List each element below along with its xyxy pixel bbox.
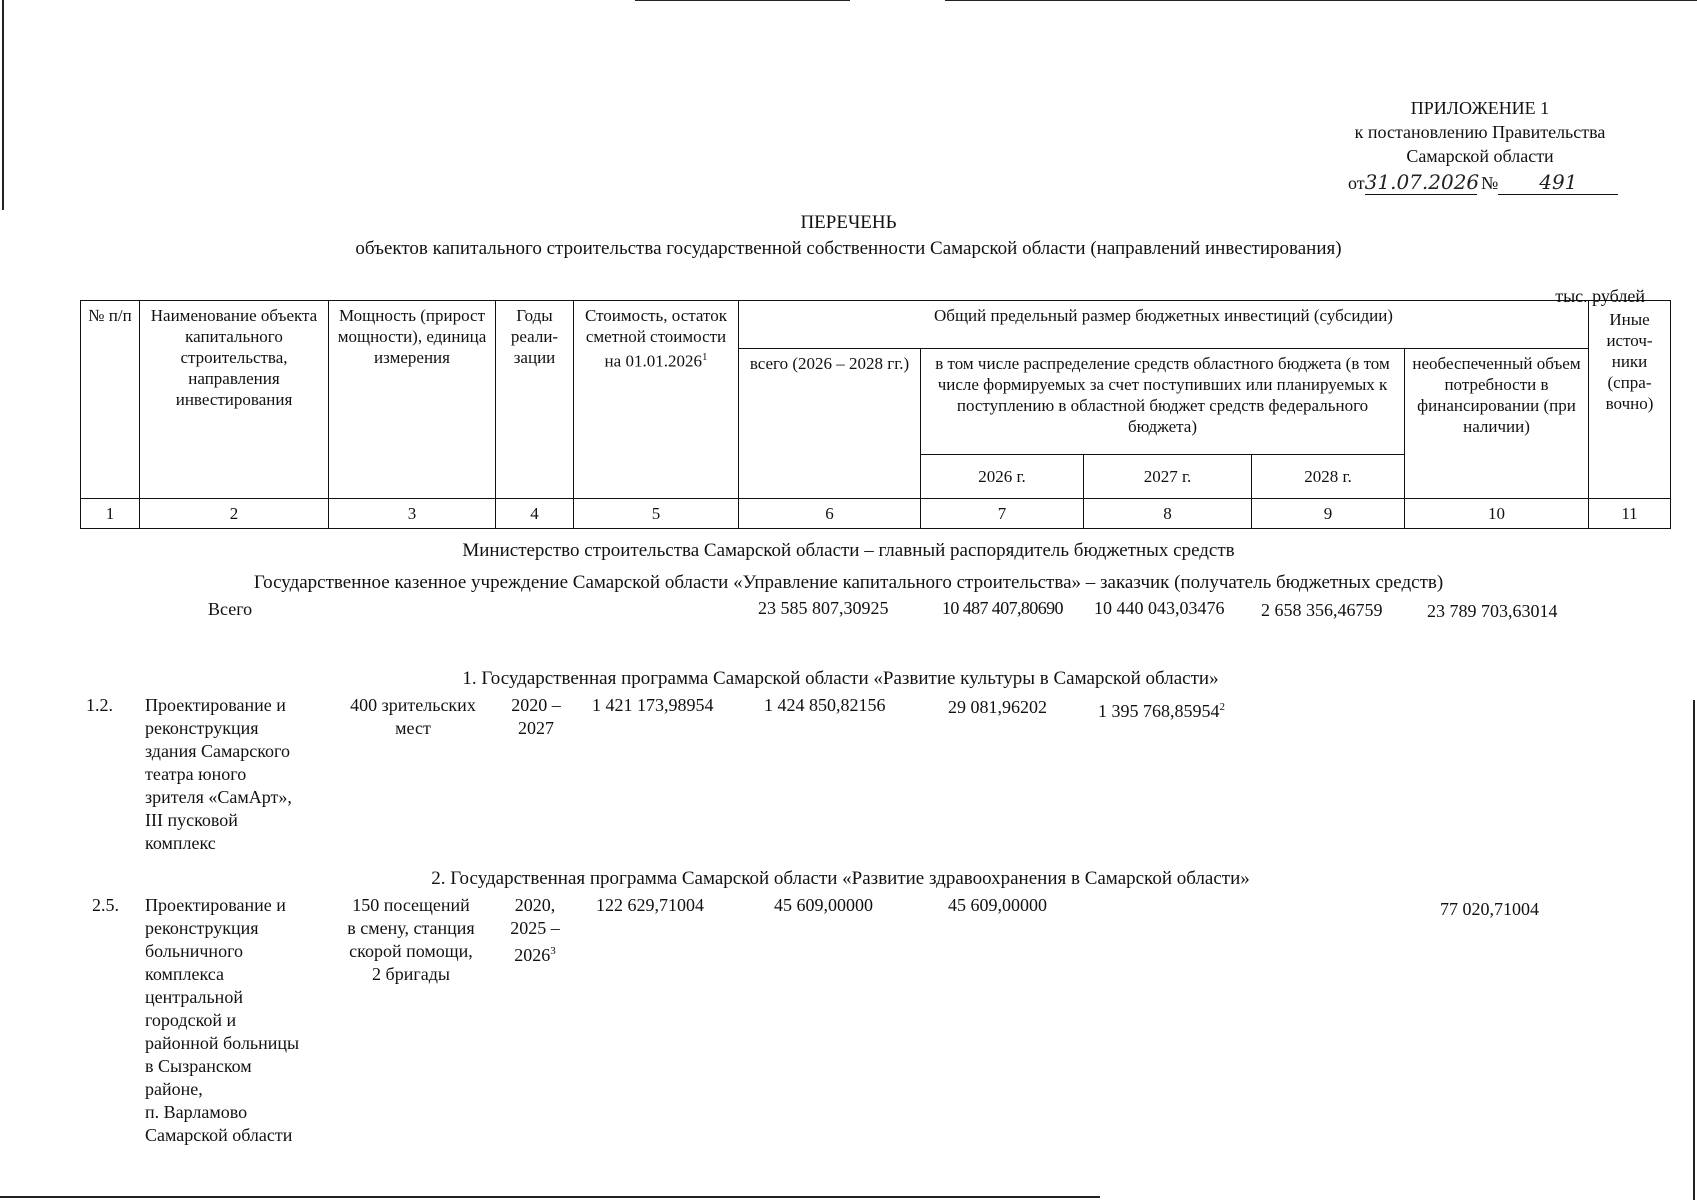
total-2026: 10 487 407,80690 [942, 598, 1063, 618]
total-2027: 10 440 043,03476 [1094, 598, 1225, 618]
name-line: районной больницы [145, 1033, 300, 1053]
appendix-line-2: Самарской области [1406, 146, 1554, 166]
column-number: 5 [574, 499, 739, 529]
program-1-row-total: 1 424 850,82156 [764, 695, 886, 715]
header-col-5 [574, 301, 739, 499]
ministry-line: Министерство строительства Самарской области – главный распорядитель бюджетных средств [462, 540, 1235, 561]
program-1-2027-note: 2 [1219, 701, 1225, 713]
header-col-7: 2026 г. [921, 455, 1084, 499]
name-line: комплекс [145, 833, 216, 853]
program-1-row-name [145, 694, 292, 855]
header-table [80, 300, 1671, 529]
program-2-row-total: 45 609,00000 [774, 895, 873, 915]
program-2-row-num: 2.5. [92, 895, 119, 915]
name-line: здания Самарского [145, 741, 290, 761]
capacity-line: 400 зрительских [350, 695, 476, 715]
name-line: Проектирование и [145, 895, 286, 915]
program-1-row-num: 1.2. [86, 695, 113, 715]
doc-title: ПЕРЕЧЕНЬ [800, 212, 897, 233]
program-2-row-capacity [334, 894, 488, 986]
handwritten-date: 31.07.2026 [1364, 170, 1480, 194]
column-number: 9 [1252, 499, 1405, 529]
program-2-title: 2. Государственная программа Самарской области «Развитие здравоохранения в Самарской области» [431, 868, 1250, 889]
program-1-row-years [498, 694, 574, 740]
program-1-row-2026: 29 081,96202 [948, 697, 1047, 717]
column-number: 7 [921, 499, 1084, 529]
name-line: Самарской области [145, 1125, 293, 1145]
name-line: комплекса [145, 964, 224, 984]
total-amount: 23 585 807,30925 [758, 598, 889, 618]
years-value: 2026 [514, 945, 551, 965]
program-2-row-years [498, 894, 572, 967]
name-line: реконструкция [145, 918, 259, 938]
total-unfunded: 23 789 703,63014 [1427, 601, 1558, 621]
years-line: 2027 [518, 718, 554, 738]
header-col-1: № п/п [81, 301, 140, 499]
program-1-2027-value: 1 395 768,85954 [1098, 701, 1220, 721]
doc-subtitle: объектов капитального строительства государственной собственности Самарской области (направлений инвестирования) [355, 238, 1342, 259]
years-line [498, 940, 572, 967]
name-line: городской и [145, 1010, 237, 1030]
name-line: районе, [145, 1079, 203, 1099]
column-number: 8 [1084, 499, 1252, 529]
header-col-11: Иные источ-ники (спра-вочно) [1589, 301, 1671, 499]
years-note: 3 [550, 945, 556, 957]
capacity-line: 150 посещений [352, 895, 470, 915]
name-line: театра юного [145, 764, 247, 784]
date-prefix: от [1348, 173, 1365, 193]
header-group-investments: Общий предельный размер бюджетных инвестиций (субсидии) [739, 301, 1589, 349]
capacity-line: в смену, станция [347, 918, 475, 938]
years-line: 2020, [514, 895, 556, 915]
scan-edge-line-right [1693, 700, 1695, 1200]
header-col-8: 2027 г. [1084, 455, 1252, 499]
header-col-9: 2028 г. [1252, 455, 1405, 499]
program-1-title: 1. Государственная программа Самарской области «Развитие культуры в Самарской области» [462, 668, 1219, 689]
header-col-4: Годы реали-зации [496, 301, 574, 499]
units-label: тыс. рублей [1555, 286, 1645, 306]
name-line: реконструкция [145, 718, 259, 738]
capacity-line: 2 бригады [372, 964, 450, 984]
scan-edge-line-bottom [0, 1196, 1100, 1198]
name-line: зрителя «СамАрт», [145, 787, 292, 807]
program-1-row-cost: 1 421 173,98954 [592, 695, 714, 715]
appendix-title: ПРИЛОЖЕНИЕ 1 [1410, 98, 1550, 118]
name-line: центральной [145, 987, 243, 1007]
column-number: 2 [140, 499, 329, 529]
column-number: 6 [739, 499, 921, 529]
number-prefix: № [1481, 173, 1499, 193]
name-line: больничного [145, 941, 243, 961]
total-label: Всего [208, 599, 253, 619]
column-number: 4 [496, 499, 574, 529]
header-group-regional-budget: в том числе распределение средств областного бюджета (в том числе формируемых за счет поступивших или планируемых к поступлению в областной бюджет средств федерального бюджета) [921, 349, 1405, 455]
name-line: III пусковой [145, 810, 238, 830]
capacity-line: скорой помощи, [349, 941, 473, 961]
scan-edge-line-left [2, 0, 4, 210]
appendix-line-1: к постановлению Правительства [1354, 122, 1606, 142]
total-2028: 2 658 356,46759 [1261, 600, 1383, 620]
program-2-row-name [145, 894, 299, 1147]
column-number: 10 [1405, 499, 1589, 529]
header-col-3: Мощность (прирост мощности), единица измерения [329, 301, 496, 499]
years-line: 2020 – [511, 695, 561, 715]
name-line: Проектирование и [145, 695, 286, 715]
handwritten-number: 491 [1498, 170, 1618, 195]
capacity-line: мест [395, 718, 431, 738]
column-number: 1 [81, 499, 140, 529]
scan-edge-line-top-2 [945, 0, 1697, 1]
program-1-row-2027 [1098, 696, 1225, 723]
program-2-row-unfunded: 77 020,71004 [1440, 899, 1539, 919]
header-col-5-note: 1 [701, 351, 708, 363]
scan-edge-line-top-1 [635, 0, 850, 1]
appendix-date-line [1348, 170, 1628, 195]
customer-line: Государственное казенное учреждение Самарской области «Управление капитального строительства» – заказчик (получатель бюджетных средств) [253, 572, 1444, 593]
header-col-2: Наименование объекта капитального строительства, направления инвестирования [140, 301, 329, 499]
column-number: 3 [329, 499, 496, 529]
column-number: 11 [1589, 499, 1671, 529]
appendix-block [1330, 96, 1630, 168]
header-col-10: необеспеченный объем потребности в финансировании (при наличии) [1405, 349, 1589, 499]
program-2-row-2026: 45 609,00000 [948, 895, 1047, 915]
years-line: 2025 – [510, 918, 560, 938]
header-col-6: всего (2026 – 2028 гг.) [739, 349, 921, 499]
name-line: в Сызранском [145, 1056, 252, 1076]
program-1-row-capacity [338, 694, 488, 740]
name-line: п. Варламово [145, 1102, 248, 1122]
header-col-5-text: Стоимость, остаток сметной стоимости на 01.01.2026 [584, 306, 727, 371]
program-2-row-cost: 122 629,71004 [596, 895, 704, 915]
